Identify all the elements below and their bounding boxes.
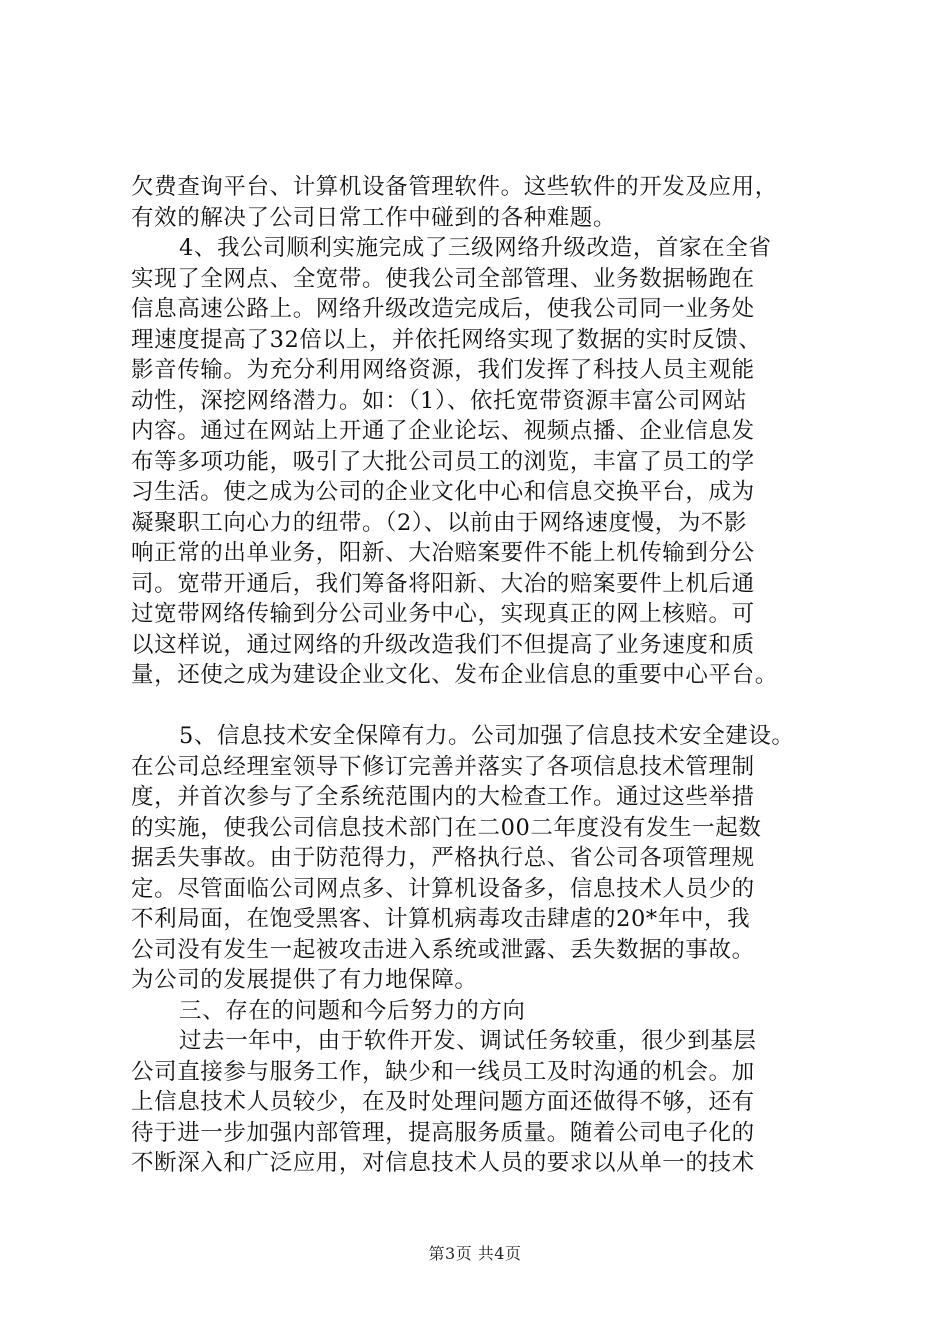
- text-line: 理速度提高了32倍以上，并依托网络实现了数据的实时反馈、: [131, 326, 762, 353]
- text-line: 待于进一步加强内部管理，提高服务质量。随着公司电子化的: [131, 1119, 755, 1146]
- text-line: 实现了全网点、全宽带。使我公司全部管理、业务数据畅跑在: [131, 265, 755, 292]
- text-line: 响正常的出单业务，阳新、大冶赔案要件不能上机传输到分公: [131, 540, 755, 566]
- text-line: 司。宽带开通后，我们筹备将阳新、大冶的赔案要件上机后通: [131, 570, 755, 597]
- text-line: 习生活。使之成为公司的企业文化中心和信息交换平台，成为: [131, 479, 755, 505]
- text-line: 据丢失事故。由于防范得力，严格执行总、省公司各项管理规: [131, 845, 755, 871]
- text-line: 信息高速公路上。网络升级改造完成后，使我公司同一业务处: [131, 296, 755, 322]
- text-line: 过去一年中，由于软件开发、调试任务较重，很少到基层: [179, 1028, 757, 1054]
- text-line: 4、我公司顺利实施完成了三级网络升级改造，首家在全省: [179, 235, 772, 261]
- text-line: 定。尽管面临公司网点多、计算机设备多，信息技术人员少的: [131, 875, 755, 902]
- text-line: 公司没有发生一起被攻击进入系统或泄露、丢失数据的事故。: [131, 936, 755, 963]
- text-line: 度，并首次参与了全系统范围内的大检查工作。通过这些举措: [131, 784, 755, 810]
- text-line: 过宽带网络传输到分公司业务中心，实现真正的网上核赔。可: [131, 601, 755, 627]
- text-line: 不断深入和广泛应用，对信息技术人员的要求以从单一的技术: [131, 1150, 755, 1176]
- text-line: 量，还使之成为建设企业文化、发布企业信息的重要中心平台。: [131, 662, 778, 688]
- text-line: 布等多项功能，吸引了大批公司员工的浏览，丰富了员工的学: [131, 448, 755, 475]
- section-heading: 三、存在的问题和今后努力的方向: [179, 997, 526, 1024]
- text-line: 公司直接参与服务工作，缺少和一线员工及时沟通的机会。加: [131, 1058, 755, 1085]
- text-line: 内容。通过在网站上开通了企业论坛、视频点播、企业信息发: [131, 418, 755, 444]
- text-line: 上信息技术人员较少，在及时处理问题方面还做得不够，还有: [131, 1089, 755, 1115]
- text-line: 不利局面，在饱受黑客、计算机病毒攻击肆虐的20*年中，我: [131, 906, 751, 932]
- text-line: 动性，深挖网络潜力。如：（1）、依托宽带资源丰富公司网站: [131, 387, 748, 414]
- text-line: 凝聚职工向心力的纽带。（2）、以前由于网络速度慢，为不影: [131, 509, 748, 536]
- text-line: 为公司的发展提供了有力地保障。: [131, 967, 478, 993]
- text-line: 的实施，使我公司信息技术部门在二00二年度没有发生一起数: [131, 814, 762, 841]
- text-line: 有效的解决了公司日常工作中碰到的各种难题。: [131, 204, 617, 231]
- paragraph-gap: [131, 691, 843, 722]
- body-text: [131, 172, 843, 1179]
- page-footer: 第3页 共4页: [428, 1244, 522, 1263]
- text-line: 5、信息技术安全保障有力。公司加强了信息技术安全建设。: [179, 723, 795, 749]
- text-line: 欠费查询平台、计算机设备管理软件。这些软件的开发及应用，: [131, 174, 778, 200]
- text-line: 影音传输。为充分利用网络资源，我们发挥了科技人员主观能: [131, 357, 755, 383]
- text-line: 在公司总经理室领导下修订完善并落实了各项信息技术管理制: [131, 753, 755, 780]
- text-line: 以这样说，通过网络的升级改造我们不但提高了业务速度和质: [131, 631, 755, 658]
